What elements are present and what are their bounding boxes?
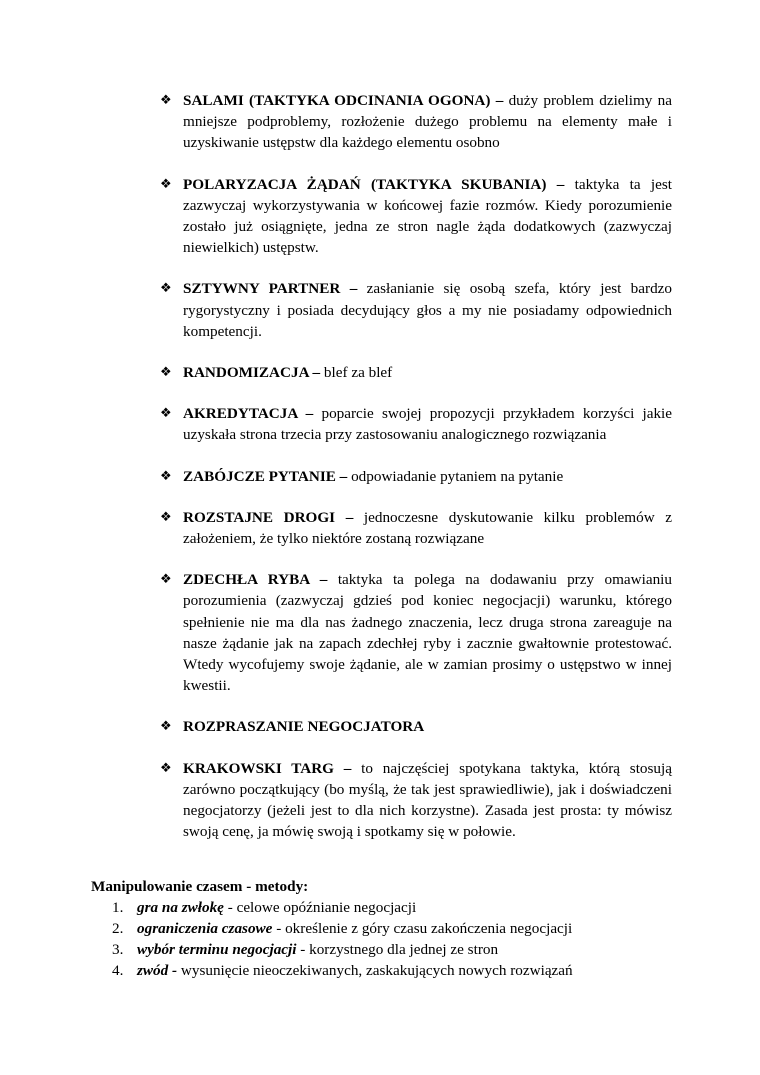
- method-term: zwód -: [137, 962, 178, 979]
- method-term: ograniczenia czasowe: [137, 920, 273, 937]
- methods-list: [91, 897, 691, 981]
- tactic-description: odpowiadanie pytaniem na pytanie: [347, 467, 564, 485]
- tactic-name: ZABÓJCZE PYTANIE –: [183, 467, 348, 485]
- tactic-description: to najczęściej spotykana taktyka, którą stosują zarówno początkujący (bo myślą, że tak jest sprawiedliwie), jak i doświadczeni negocjatorzy (jeżeli jest to dla nich korzystne). Zasada jest prosta: ty mówisz swoją cenę, ja mówię swoją i spotkamy się w połowie.: [183, 759, 672, 841]
- diamond-bullet-icon: ❖: [160, 93, 172, 108]
- tactic-item: [160, 403, 672, 445]
- diamond-bullet-icon: ❖: [160, 509, 172, 525]
- method-item: [91, 918, 691, 939]
- method-description: - korzystnego dla jednej ze stron: [296, 941, 499, 958]
- diamond-bullet-icon: ❖: [160, 176, 172, 192]
- method-term: gra na zwłokę: [137, 899, 224, 916]
- diamond-bullet-icon: ❖: [160, 468, 172, 484]
- time-manipulation-section: [91, 876, 691, 981]
- diamond-bullet-icon: ❖: [160, 365, 172, 381]
- diamond-bullet-icon: ❖: [160, 760, 172, 776]
- tactic-item: [160, 278, 672, 342]
- tactic-item: [160, 466, 672, 487]
- tactic-item: [160, 90, 672, 154]
- tactic-description: jednoczesne dyskutowanie kilku problemów z założeniem, że tylko niektóre zostaną rozwiązane: [183, 508, 672, 548]
- tactic-item: [160, 716, 672, 737]
- method-description: - określenie z góry czasu zakończenia negocjacji: [272, 920, 573, 937]
- method-item: [91, 939, 691, 960]
- diamond-bullet-icon: ❖: [160, 281, 172, 297]
- method-description: - celowe opóźnianie negocjacji: [223, 899, 417, 916]
- tactic-description: blef za blef: [320, 364, 393, 382]
- diamond-bullet-icon: ❖: [160, 406, 172, 422]
- method-item: [91, 960, 691, 981]
- method-number: 3.: [112, 941, 124, 958]
- tactic-name: ROZSTAJNE DROGI –: [183, 508, 354, 526]
- tactic-description: poparcie swojej propozycji przykładem korzyści jakie uzyskała strona trzecia przy zastosowaniu analogicznego rozwiązania: [183, 405, 672, 444]
- tactic-description: zasłanianie się osobą szefa, który jest bardzo rygorystyczny i posiada decydujący głos a my nie posiadamy odpowiednich kompetencji.: [183, 280, 672, 340]
- tactic-name: AKREDYTACJA –: [183, 405, 314, 423]
- section-heading: Manipulowanie czasem - metody:: [91, 878, 309, 895]
- diamond-bullet-icon: ❖: [160, 572, 172, 588]
- tactic-name: POLARYZACJA ŻĄDAŃ (TAKTYKA SKUBANIA) –: [183, 175, 565, 193]
- tactic-item: [160, 758, 672, 843]
- method-description: wysunięcie nieoczekiwanych, zaskakujących nowych rozwiązań: [177, 962, 573, 979]
- method-item: [91, 897, 691, 918]
- tactic-name: SZTYWNY PARTNER –: [183, 280, 358, 298]
- tactic-item: [160, 362, 672, 383]
- tactic-name: ROZPRASZANIE NEGOCJATORA: [183, 718, 425, 736]
- tactic-description: duży problem dzielimy na mniejsze podproblemy, rozłożenie dużego problemu na elementy małe i uzyskiwanie ustępstw dla każdego elementu osobno: [183, 92, 672, 152]
- tactic-item: [160, 174, 672, 259]
- tactic-name: SALAMI (TAKTYKA ODCINANIA OGONA) –: [183, 92, 504, 109]
- method-number: 1.: [112, 899, 124, 916]
- tactic-description: taktyka ta jest zazwyczaj wykorzystywania w końcowej fazie rozmów. Kiedy porozumienie zostało już osiągnięte, jedna ze stron nagle żąda dodatkowych (zazwyczaj niewielkich) ustępstw.: [183, 175, 672, 257]
- method-term: wybór terminu negocjacji: [137, 941, 297, 958]
- tactic-name: ZDECHŁA RYBA –: [183, 571, 328, 589]
- diamond-bullet-icon: ❖: [160, 719, 172, 735]
- method-number: 2.: [112, 920, 124, 937]
- tactic-item: [160, 569, 672, 696]
- tactic-name: RANDOMIZACJA –: [183, 364, 321, 382]
- tactic-description: taktyka ta polega na dodawaniu przy omawianiu porozumienia (zazwyczaj gdzieś pod koniec negocjacji) warunku, którego spełnienie nie ma dla nas żadnego znaczenia, lecz druga strona zareaguje na nasze żądanie jak na zapach zdechłej ryby i zacznie gwałtownie protestować. Wtedy wycofujemy swoje żądanie, ale w zamian prosimy o ustępstwo w innej kwestii.: [183, 571, 672, 695]
- tactic-name: KRAKOWSKI TARG –: [183, 759, 352, 777]
- method-number: 4.: [112, 962, 124, 979]
- tactics-list: [160, 90, 672, 862]
- tactic-item: [160, 507, 672, 549]
